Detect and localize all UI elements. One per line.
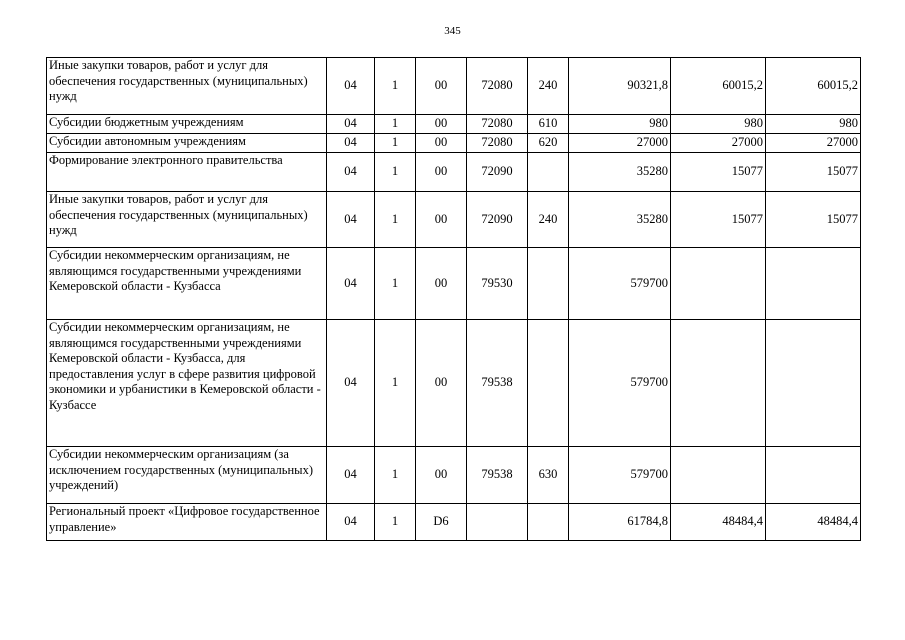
amount-year3-cell: 15077 xyxy=(766,153,861,192)
amount-year1-cell: 27000 xyxy=(569,134,671,153)
amount-year3-cell xyxy=(766,248,861,320)
table-row xyxy=(47,153,861,192)
table-row xyxy=(47,320,861,447)
amount-year3-cell: 15077 xyxy=(766,192,861,248)
program-code-cell: 1 xyxy=(375,58,416,115)
amount-year1-cell: 35280 xyxy=(569,153,671,192)
amount-year1-cell: 90321,8 xyxy=(569,58,671,115)
amount-year3-cell xyxy=(766,320,861,447)
direction-code-cell: 72080 xyxy=(467,115,528,134)
subprogram-code-cell: 00 xyxy=(416,134,467,153)
section-code-cell: 04 xyxy=(327,58,375,115)
table-row xyxy=(47,447,861,504)
amount-year2-cell xyxy=(671,320,766,447)
amount-year1-cell: 579700 xyxy=(569,248,671,320)
expense-type-cell: 240 xyxy=(528,58,569,115)
amount-year2-cell xyxy=(671,248,766,320)
amount-year1-cell: 579700 xyxy=(569,447,671,504)
row-name-cell: Субсидии некоммерческим организациям (за исключением государственных (муниципальных) учреждений) xyxy=(47,447,327,504)
section-code-cell: 04 xyxy=(327,447,375,504)
subprogram-code-cell: 00 xyxy=(416,192,467,248)
expense-type-cell: 240 xyxy=(528,192,569,248)
row-name-cell: Субсидии некоммерческим организациям, не являющимся государственными учреждениями Кемеровской области - Кузбасса xyxy=(47,248,327,320)
subprogram-code-cell: 00 xyxy=(416,447,467,504)
amount-year3-cell: 980 xyxy=(766,115,861,134)
section-code-cell: 04 xyxy=(327,504,375,541)
expense-type-cell: 610 xyxy=(528,115,569,134)
program-code-cell: 1 xyxy=(375,134,416,153)
amount-year1-cell: 35280 xyxy=(569,192,671,248)
expense-type-cell xyxy=(528,248,569,320)
table-row xyxy=(47,192,861,248)
amount-year2-cell: 48484,4 xyxy=(671,504,766,541)
program-code-cell: 1 xyxy=(375,192,416,248)
row-name-cell: Иные закупки товаров, работ и услуг для обеспечения государственных (муниципальных) нужд xyxy=(47,58,327,115)
direction-code-cell: 72090 xyxy=(467,153,528,192)
table-row xyxy=(47,134,861,153)
amount-year2-cell: 980 xyxy=(671,115,766,134)
subprogram-code-cell: D6 xyxy=(416,504,467,541)
row-name-cell: Субсидии бюджетным учреждениям xyxy=(47,115,327,134)
amount-year3-cell: 27000 xyxy=(766,134,861,153)
amount-year1-cell: 579700 xyxy=(569,320,671,447)
section-code-cell: 04 xyxy=(327,192,375,248)
direction-code-cell: 79538 xyxy=(467,447,528,504)
expense-type-cell xyxy=(528,504,569,541)
expense-type-cell: 620 xyxy=(528,134,569,153)
expense-type-cell xyxy=(528,153,569,192)
row-name-cell: Региональный проект «Цифровое государственное управление» xyxy=(47,504,327,541)
program-code-cell: 1 xyxy=(375,447,416,504)
row-name-cell: Субсидии некоммерческим организациям, не являющимся государственными учреждениями Кемеровской области - Кузбасса, для предоставления услуг в сфере развития цифровой экономики и урбанистики в Кемеровской области - Кузбассе xyxy=(47,320,327,447)
table-row xyxy=(47,58,861,115)
direction-code-cell: 72080 xyxy=(467,58,528,115)
section-code-cell: 04 xyxy=(327,153,375,192)
direction-code-cell xyxy=(467,504,528,541)
section-code-cell: 04 xyxy=(327,248,375,320)
page-number: 345 xyxy=(444,25,461,37)
amount-year2-cell: 15077 xyxy=(671,153,766,192)
row-name-cell: Субсидии автономным учреждениям xyxy=(47,134,327,153)
subprogram-code-cell: 00 xyxy=(416,115,467,134)
direction-code-cell: 72090 xyxy=(467,192,528,248)
amount-year3-cell: 48484,4 xyxy=(766,504,861,541)
program-code-cell: 1 xyxy=(375,115,416,134)
row-name-cell: Иные закупки товаров, работ и услуг для обеспечения государственных (муниципальных) нужд xyxy=(47,192,327,248)
row-name-cell: Формирование электронного правительства xyxy=(47,153,327,192)
expense-type-cell: 630 xyxy=(528,447,569,504)
expense-type-cell xyxy=(528,320,569,447)
program-code-cell: 1 xyxy=(375,153,416,192)
budget-table xyxy=(46,57,861,541)
program-code-cell: 1 xyxy=(375,504,416,541)
program-code-cell: 1 xyxy=(375,248,416,320)
amount-year2-cell xyxy=(671,447,766,504)
amount-year3-cell xyxy=(766,447,861,504)
subprogram-code-cell: 00 xyxy=(416,153,467,192)
amount-year2-cell: 27000 xyxy=(671,134,766,153)
table-row xyxy=(47,504,861,541)
amount-year1-cell: 61784,8 xyxy=(569,504,671,541)
table-row xyxy=(47,115,861,134)
amount-year2-cell: 15077 xyxy=(671,192,766,248)
direction-code-cell: 72080 xyxy=(467,134,528,153)
direction-code-cell: 79538 xyxy=(467,320,528,447)
amount-year1-cell: 980 xyxy=(569,115,671,134)
subprogram-code-cell: 00 xyxy=(416,248,467,320)
program-code-cell: 1 xyxy=(375,320,416,447)
subprogram-code-cell: 00 xyxy=(416,320,467,447)
section-code-cell: 04 xyxy=(327,115,375,134)
amount-year3-cell: 60015,2 xyxy=(766,58,861,115)
amount-year2-cell: 60015,2 xyxy=(671,58,766,115)
section-code-cell: 04 xyxy=(327,134,375,153)
section-code-cell: 04 xyxy=(327,320,375,447)
direction-code-cell: 79530 xyxy=(467,248,528,320)
subprogram-code-cell: 00 xyxy=(416,58,467,115)
table-row xyxy=(47,248,861,320)
